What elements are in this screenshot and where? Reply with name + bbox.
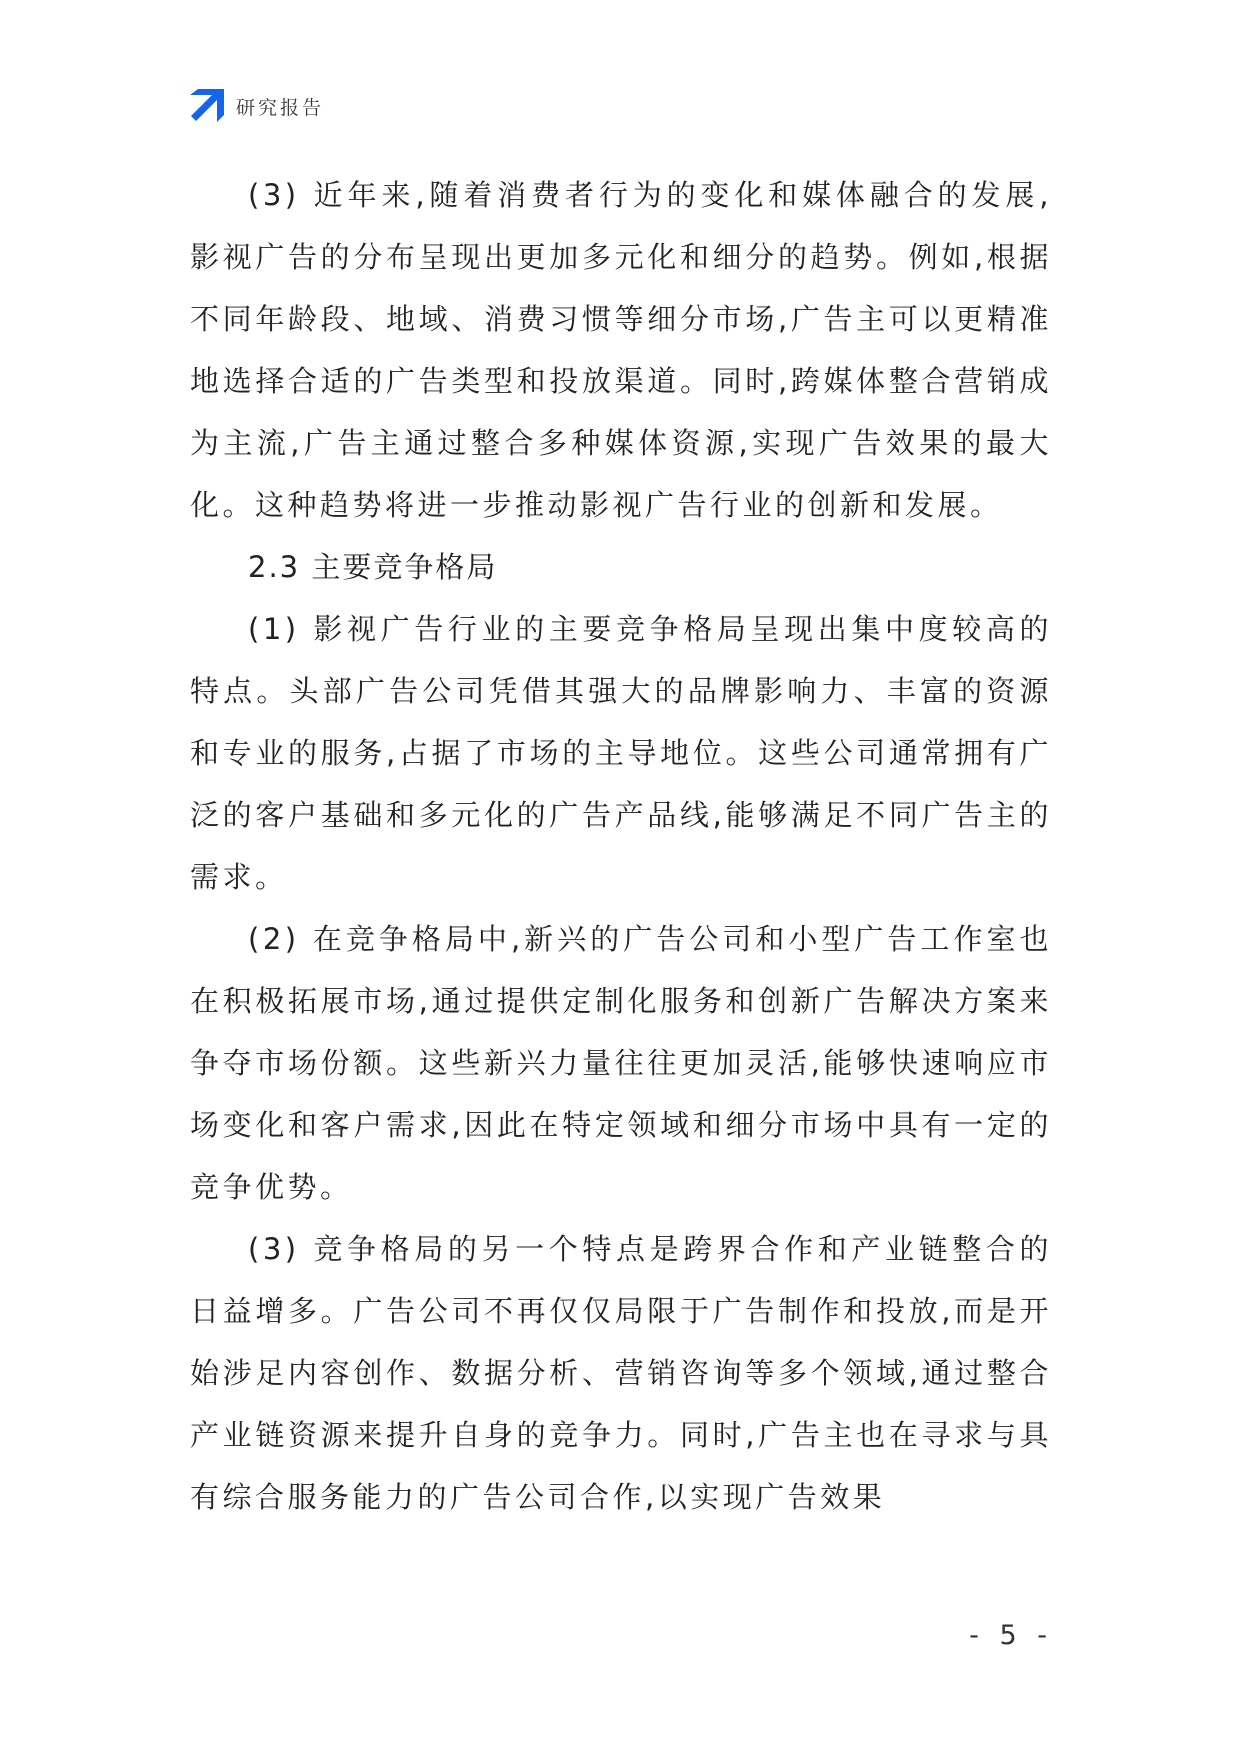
page-number: - 5 -: [969, 1620, 1053, 1651]
header-title: 研究报告: [236, 96, 325, 119]
paragraph-cross-industry: (3) 竞争格局的另一个特点是跨界合作和产业链整合的日益增多。广告公司不再仅仅局限于广告制作和投放,而是开始涉足内容创作、数据分析、营销咨询等多个领域,通过整合产业链资源来提升自身的竞争力。同时,广告主也在寻求与具有综合服务能力的广告公司合作,以实现广告效果: [190, 1232, 1052, 1514]
paragraph-concentration: (1) 影视广告行业的主要竞争格局呈现出集中度较高的特点。头部广告公司凭借其强大的品牌影响力、丰富的资源和专业的服务,占据了市场的主导地位。这些公司通常拥有广泛的客户基础和多元化的广告产品线,能够满足不同广告主的需求。: [190, 612, 1052, 894]
arrow-up-right-icon: [190, 89, 224, 123]
paragraph-trend: (3) 近年来,随着消费者行为的变化和媒体融合的发展,影视广告的分布呈现出更加多元化和细分的趋势。例如,根据不同年龄段、地域、消费习惯等细分市场,广告主可以更精准地选择合适的广告类型和投放渠道。同时,跨媒体整合营销成为主流,广告主通过整合多种媒体资源,实现广告效果的最大化。这种趋势将进一步推动影视广告行业的创新和发展。: [190, 178, 1052, 522]
section-heading: 2.3 主要竞争格局: [248, 550, 498, 584]
paragraph-new-entrants: (2) 在竞争格局中,新兴的广告公司和小型广告工作室也在积极拓展市场,通过提供定制化服务和创新广告解决方案来争夺市场份额。这些新兴力量往往更加灵活,能够快速响应市场变化和客户需求,因此在特定领域和细分市场中具有一定的竞争优势。: [190, 922, 1052, 1204]
report-header: [190, 88, 324, 124]
document-body: [190, 164, 1052, 1528]
